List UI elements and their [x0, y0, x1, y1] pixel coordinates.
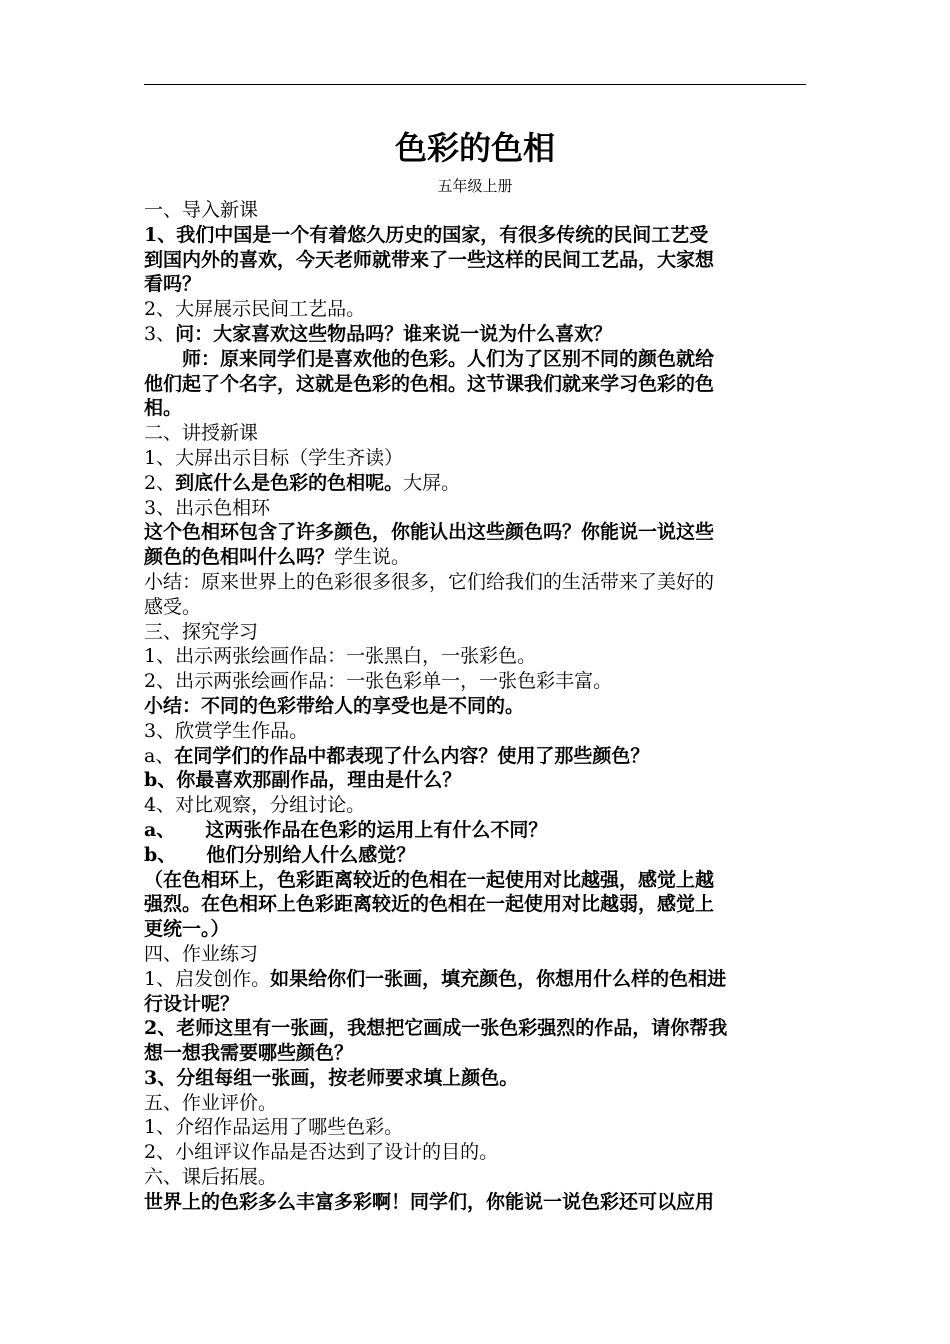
paragraph-line: 世界上的色彩多么丰富多彩啊！同学们，你能说一说色彩还可以应用	[144, 1190, 715, 1213]
paragraph-line: 1、出示两张绘画作品：一张黑白，一张彩色。	[144, 645, 537, 668]
paragraph-line: 相。	[144, 397, 183, 420]
paragraph-line: 想一想我需要哪些颜色？	[144, 1042, 354, 1065]
item-text: 他们分别给人什么感觉？	[206, 843, 416, 866]
document-title: 色彩的色相	[394, 129, 555, 167]
item-number: a、	[144, 744, 175, 767]
item-text: 这两张作品在色彩的运用上有什么不同？	[205, 818, 548, 841]
paragraph-line: 3、欣赏学生作品。	[144, 719, 309, 742]
paragraph-line	[144, 967, 806, 992]
item-tail: 大屏。	[403, 471, 461, 494]
document-body	[144, 198, 806, 1215]
item-number: a、	[144, 818, 176, 841]
paragraph-line: 行设计呢？	[144, 992, 240, 1015]
paragraph-line: 2、老师这里有一张画，我想把它画成一张色彩强烈的作品，请你帮我	[144, 1017, 728, 1040]
paragraph-line: b、你最喜欢那副作品，理由是什么？	[144, 769, 462, 792]
section-heading: 一、导入新课	[144, 199, 259, 221]
section-heading: 二、讲授新课	[144, 422, 259, 445]
paragraph-line: 看吗？	[144, 273, 202, 296]
document-subtitle: 五年级上册	[437, 177, 513, 195]
item-number: b、	[144, 843, 177, 866]
item-text: 在同学们的作品中都表现了什么内容？使用了那些颜色？	[174, 744, 650, 767]
paragraph-line: 小结：不同的色彩带给人的享受也是不同的。	[144, 694, 525, 717]
paragraph-line: 这个色相环包含了许多颜色，你能认出这些颜色吗？你能说一说这些	[144, 521, 715, 544]
paragraph-line: 3、分组每组一张画，按老师要求填上颜色。	[144, 1066, 519, 1089]
item-tail: 学生说。	[334, 546, 411, 569]
paragraph-line: 2、小组评议作品是否达到了设计的目的。	[144, 1141, 499, 1164]
paragraph-line: 师：原来同学们是喜欢他的色彩。人们为了区别不同的颜色就给	[182, 347, 715, 370]
section-heading: 三、探究学习	[144, 620, 259, 643]
section-heading: 五、作业评价。	[144, 1091, 278, 1114]
paragraph-line: （在色相环上，色彩距离较近的色相在一起使用对比越强，感觉上越	[144, 868, 715, 891]
section-heading: 四、作业练习	[144, 942, 259, 965]
paragraph-line: 他们起了个名字，这就是色彩的色相。这节课我们就来学习色彩的色	[144, 372, 715, 395]
paragraph-line: 2、大屏展示民间工艺品。	[144, 298, 366, 321]
paragraph-line: 1、大屏出示目标（学生齐读）	[144, 446, 404, 469]
paragraph-line	[144, 545, 806, 570]
paragraph-line: 1、介绍作品运用了哪些色彩。	[144, 1116, 404, 1139]
item-text: 如果给你们一张画，填充颜色，你想用什么样的色相进	[270, 967, 727, 990]
paragraph-line: 感受。	[144, 595, 202, 618]
paragraph-line	[144, 843, 806, 868]
paragraph-line: 小结：原来世界上的色彩很多很多，它们给我们的生活带来了美好的	[144, 570, 715, 593]
item-number: 2、	[144, 471, 176, 494]
paragraph-line: 4、对比观察，分组讨论。	[144, 794, 366, 817]
item-text: 到底什么是色彩的色相呢。	[175, 471, 404, 494]
paragraph-line: 3、出示色相环	[144, 496, 271, 519]
paragraph-line	[144, 744, 806, 769]
paragraph-line: 2、出示两张绘画作品：一张色彩单一，一张色彩丰富。	[144, 670, 613, 693]
item-text: 问：大家喜欢这些物品吗？谁来说一说为什么喜欢？	[175, 322, 613, 345]
paragraph-line	[144, 818, 806, 843]
paragraph-line	[144, 322, 806, 347]
paragraph-line: 到国内外的喜欢，今天老师就带来了一些这样的民间工艺品，大家想	[144, 248, 715, 271]
paragraph-line: 更统一。）	[144, 918, 230, 941]
section-heading: 六、课后拓展。	[144, 1166, 278, 1189]
paragraph-line: 强烈。在色相环上色彩距离较近的色相在一起使用对比越弱，感觉上	[144, 893, 715, 916]
paragraph-line	[144, 471, 806, 496]
paragraph-line: 1、我们中国是一个有着悠久历史的国家，有很多传统的民间工艺受	[144, 223, 709, 246]
item-number: 3、	[144, 322, 176, 345]
header-rule	[144, 84, 806, 85]
item-number: 1、启发创作。	[144, 967, 271, 990]
item-text: 颜色的色相叫什么吗？	[144, 546, 335, 569]
